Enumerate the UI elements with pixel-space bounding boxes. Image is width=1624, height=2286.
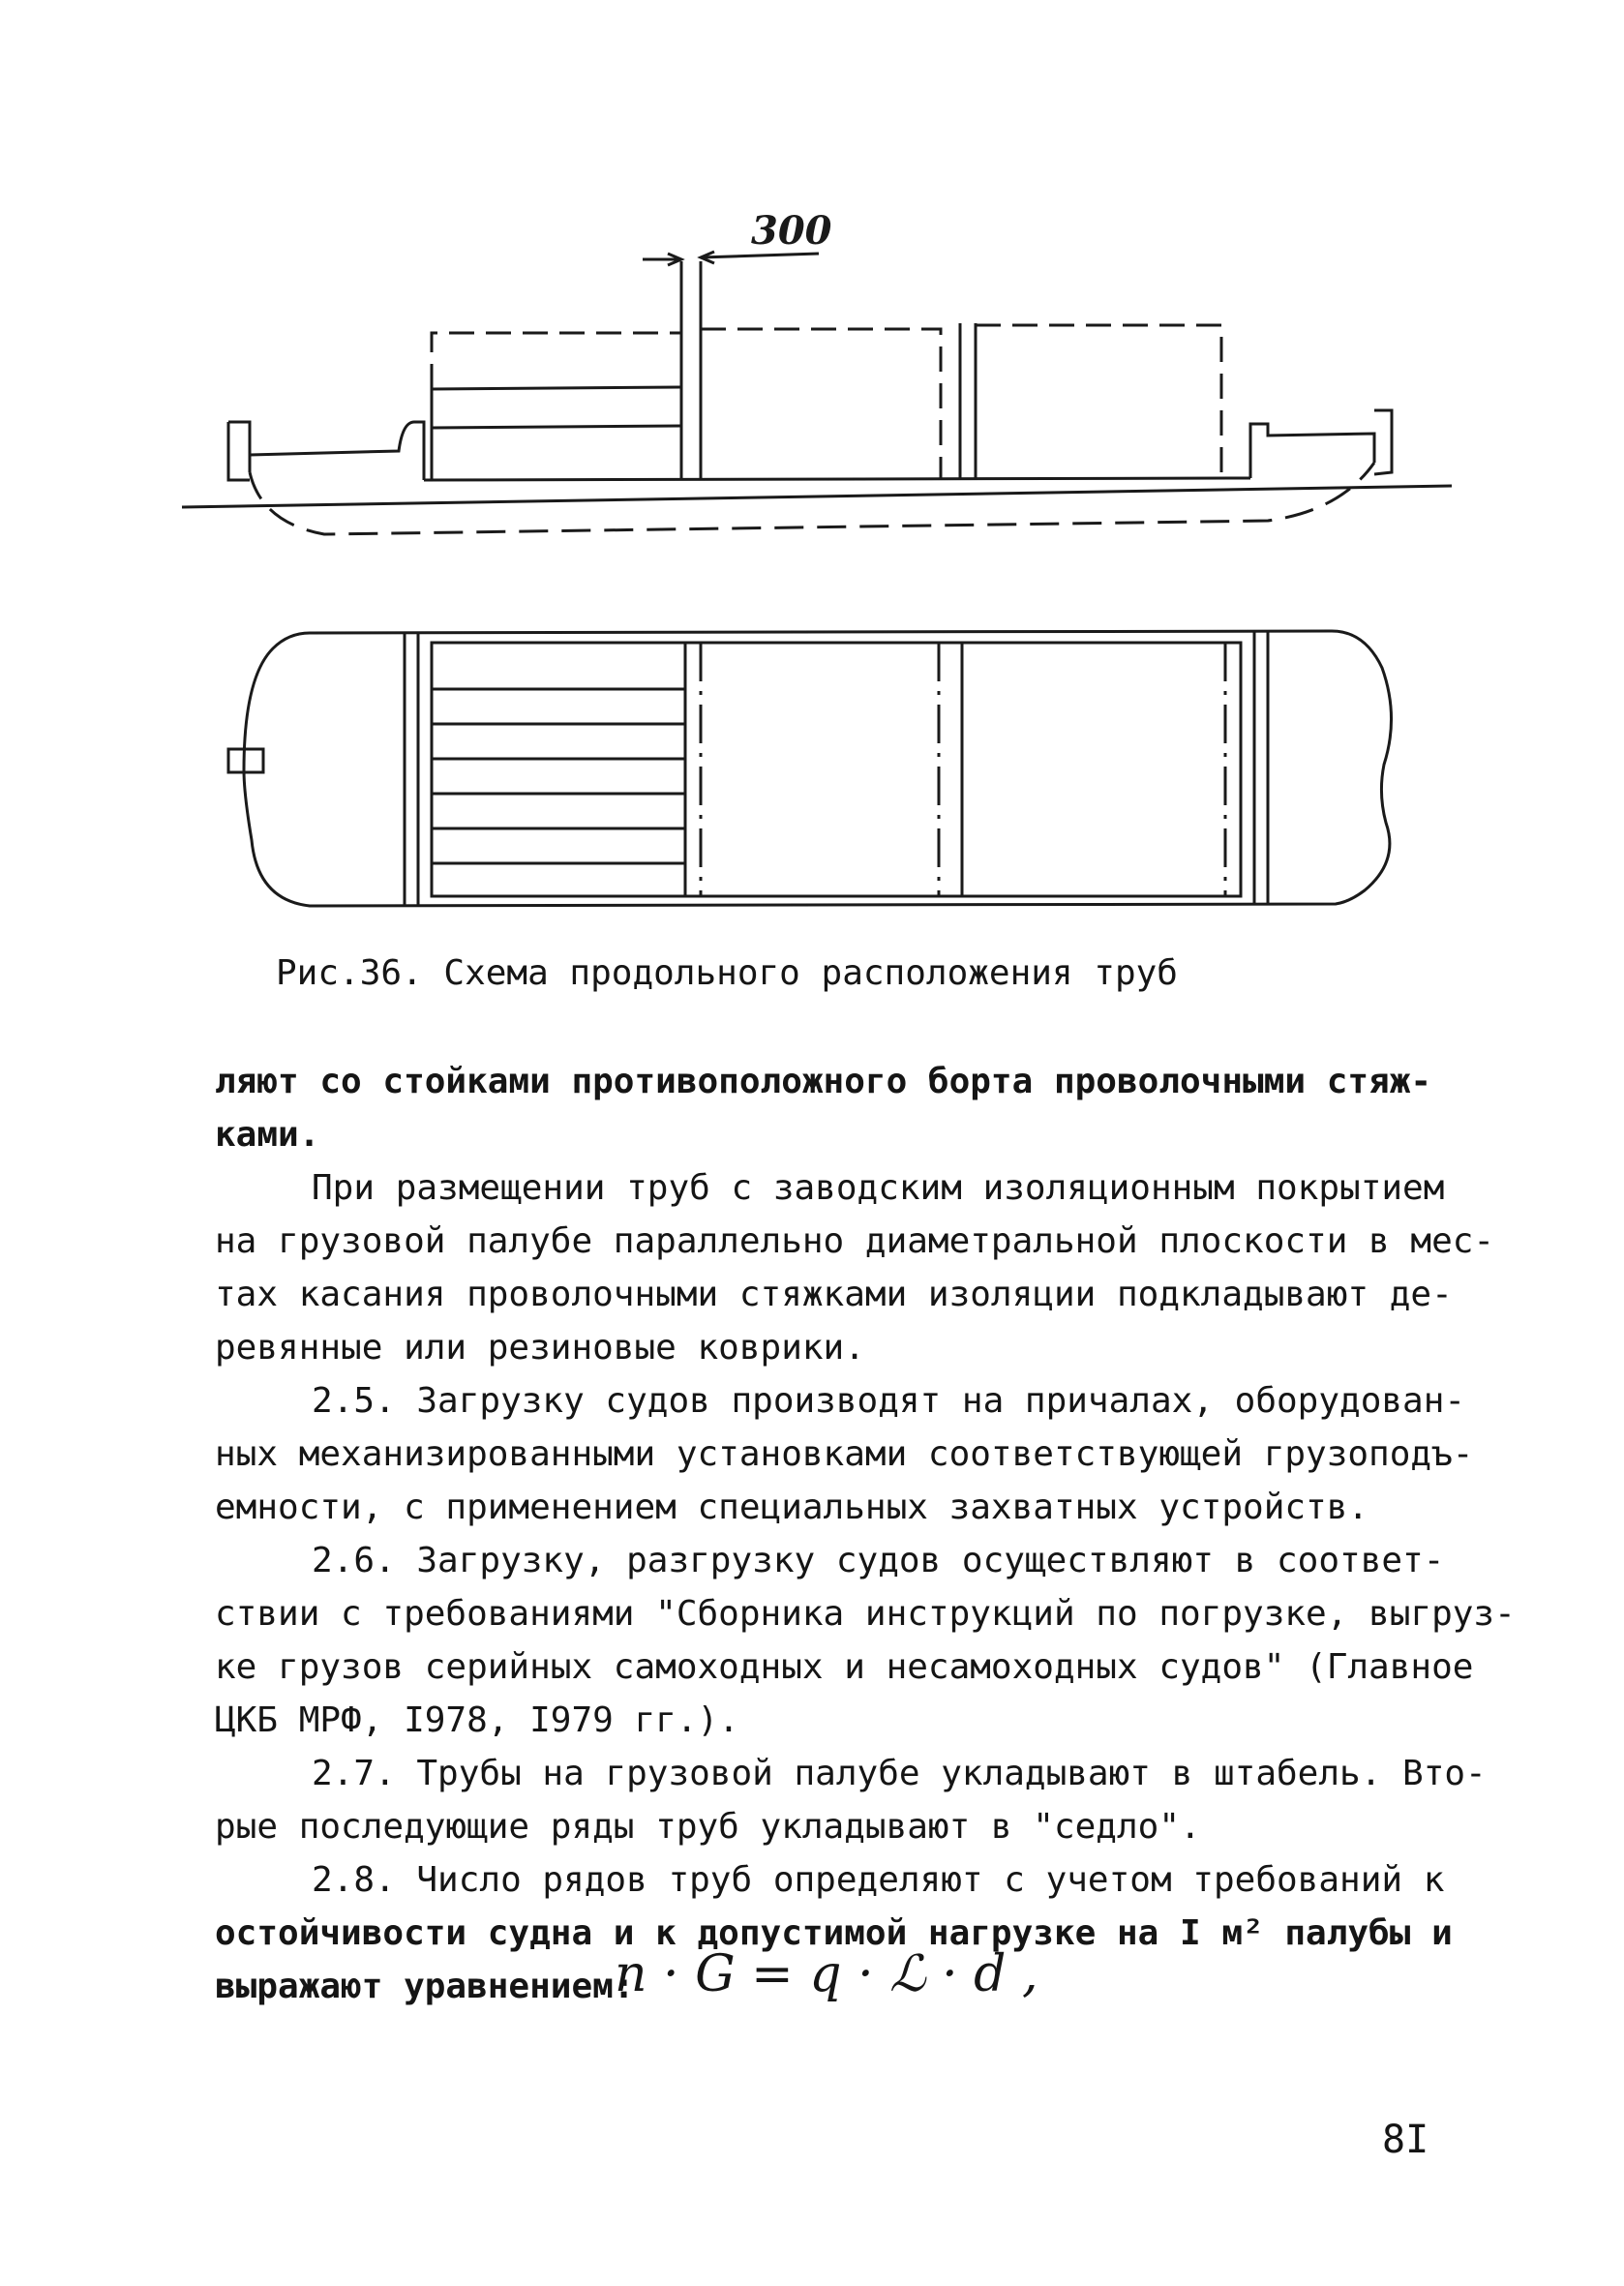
page-number: 8I [1382, 2118, 1429, 2162]
barge-pipe-layout-figure [0, 0, 1624, 948]
text-line: ствии с требованиями "Сборника инструкций по погрузке, выгруз- [215, 1594, 1516, 1634]
text-line: 2.8. Число рядов труб определяют с учетом требований к [312, 1860, 1445, 1900]
text-line: тах касания проволочными стяжками изоляции подкладывают де- [215, 1275, 1453, 1314]
text-line: ке грузов серийных самоходных и несамоходных судов" (Главное [215, 1647, 1474, 1687]
barge-side-view [182, 252, 1452, 534]
text-line: 2.7. Трубы на грузовой палубе укладывают в штабель. Вто- [312, 1754, 1487, 1793]
text-line-content: ляют со стойками противоположного борта проволочными стяж- [215, 1062, 1432, 1101]
text-line: 2.6. Загрузку, разгрузку судов осуществляют в соответ- [312, 1541, 1445, 1580]
text-line: емности, с применением специальных захватных устройств. [215, 1488, 1369, 1527]
text-line: выражают уравнением: [215, 1967, 635, 2006]
text-line: ревянные или резиновые коврики. [215, 1328, 865, 1368]
text-line: ЦКБ МРФ, I978, I979 гг.). [215, 1700, 739, 1740]
text-line: При размещении труб с заводским изоляционным покрытием [312, 1168, 1445, 1208]
text-line: ных механизированными установками соответствующей грузоподъ- [215, 1434, 1474, 1474]
text-line: на грузовой палубе параллельно диаметральной плоскости в мес- [215, 1221, 1495, 1261]
text-line: рые последующие ряды труб укладывают в "седло". [215, 1807, 1201, 1847]
dimension-label: 300 [751, 208, 832, 254]
text-line: остойчивости судна и к допустимой нагрузке на I м² палубы и [215, 1913, 1453, 1953]
figure-caption: Рис.36. Схема продольного расположения труб [276, 953, 1178, 993]
body-text [215, 1055, 1516, 2013]
formula: n · G = q · ℒ · d , [615, 1945, 1038, 2003]
barge-plan-view [228, 631, 1392, 906]
text-line [215, 1055, 1463, 1108]
text-line: ками. [215, 1115, 320, 1155]
text-line: 2.5. Загрузку судов производят на причалах, оборудован- [312, 1381, 1466, 1421]
